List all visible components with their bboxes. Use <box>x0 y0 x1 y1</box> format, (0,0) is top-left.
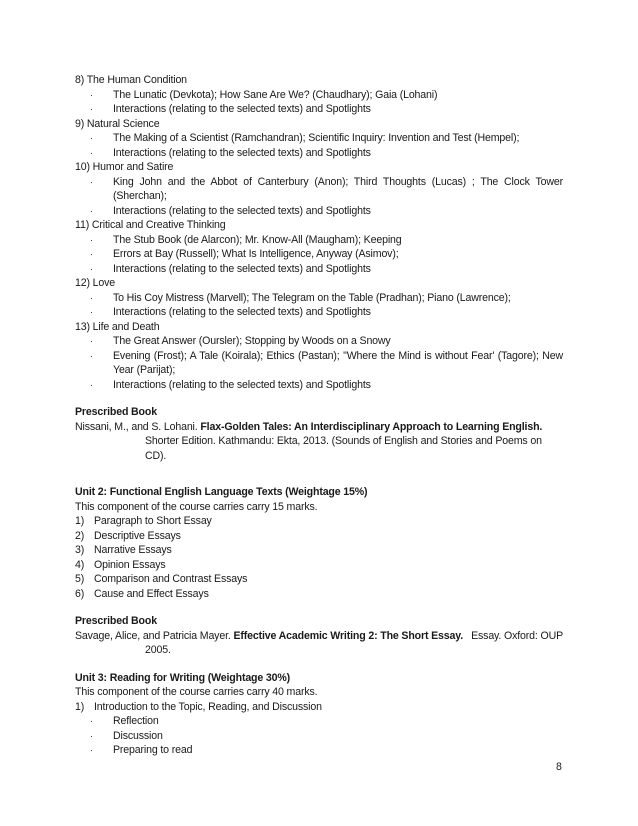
citation-continuation: Shorter Edition. Kathmandu: Ekta, 2013. (Sounds of English and Stories and Poems on CD). <box>145 435 542 462</box>
bullet-dot: · <box>90 350 93 361</box>
bullet-item <box>75 131 563 146</box>
numbered-item <box>75 514 563 529</box>
bullet-item <box>75 233 563 248</box>
bullet-item <box>75 714 563 729</box>
topic-heading: 11) Critical and Creative Thinking <box>75 219 226 231</box>
bullet-item <box>75 204 563 219</box>
bullet-text: Interactions (relating to the selected texts) and Spotlights <box>113 103 371 115</box>
bullet-dot: · <box>90 89 93 100</box>
topic-heading: 13) Life and Death <box>75 320 160 333</box>
bullet-item <box>75 378 563 393</box>
bullet-text: The Lunatic (Devkota); How Sane Are We? (Chaudhary); Gaia (Lohani) <box>113 88 438 101</box>
item-number: 4) <box>75 558 85 571</box>
unit3-intro: This component of the course carries carry 40 marks. <box>75 686 318 698</box>
citation-publisher: Essay. Oxford: OUP <box>471 629 563 642</box>
bullet-text: The Making of a Scientist (Ramchandran); Scientific Inquiry: Invention and Test (Hempel); <box>113 132 520 144</box>
bullet-dot: · <box>90 263 93 274</box>
bullet-dot: · <box>90 104 93 114</box>
unit3-item <box>75 700 563 715</box>
item-number: 5) <box>75 573 85 585</box>
bullet-text: Errors at Bay (Russell); What Is Intelligence, Anyway (Asimov); <box>113 248 399 260</box>
item-number: 2) <box>75 529 85 542</box>
item-number: 1) <box>75 515 85 527</box>
prescribed-book-citation-1 <box>75 420 563 435</box>
bullet-text: Interactions (relating to the selected texts) and Spotlights <box>113 204 371 217</box>
item-text: Narrative Essays <box>94 544 172 556</box>
bullet-text: Interactions (relating to the selected texts) and Spotlights <box>113 378 371 391</box>
bullet-dot: · <box>90 307 93 317</box>
bullet-item <box>75 349 563 378</box>
bullet-dot: · <box>90 176 93 187</box>
item-text: Paragraph to Short Essay <box>94 515 212 527</box>
bullet-text: To His Coy Mistress (Marvell); The Telegram on the Table (Pradhan); Piano (Lawrence); <box>113 291 511 304</box>
citation-title: Flax-Golden Tales: An Interdisciplinary Approach to Learning English. <box>200 420 543 433</box>
bullet-text: Evening (Frost); A Tale (Koirala); Ethics (Pastan); "Where the Mind is without Fear' (Tagore); New Year (Parijat); <box>113 349 563 376</box>
unit3-heading: Unit 3: Reading for Writing (Weightage 30%) <box>75 671 291 684</box>
topic-heading: 10) Humor and Satire <box>75 161 174 173</box>
prescribed-book-citation-2 <box>75 629 563 644</box>
citation-authors: Savage, Alice, and Patricia Mayer. <box>75 629 234 642</box>
bullet-item <box>75 334 563 349</box>
topic-heading: 8) The Human Condition <box>75 74 187 86</box>
bullet-dot: · <box>90 147 93 158</box>
bullet-dot: · <box>90 133 93 143</box>
citation-year: 2005. <box>145 644 171 656</box>
citation-authors: Nissani, M., and S. Lohani. <box>75 420 201 433</box>
bullet-dot: · <box>90 292 93 303</box>
numbered-item <box>75 558 563 573</box>
bullet-text: Interactions (relating to the selected texts) and Spotlights <box>113 262 371 275</box>
numbered-item <box>75 543 563 558</box>
prescribed-book-heading-2: Prescribed Book <box>75 615 157 627</box>
bullet-dot: · <box>90 234 93 245</box>
topic-heading: 9) Natural Science <box>75 117 160 130</box>
bullet-dot: · <box>90 379 93 390</box>
item-text: Introduction to the Topic, Reading, and Discussion <box>94 700 322 713</box>
bullet-text: The Stub Book (de Alarcon); Mr. Know-All (Maugham); Keeping <box>113 233 402 246</box>
bullet-item <box>75 291 563 306</box>
bullet-dot: · <box>90 745 93 755</box>
bullet-item <box>75 305 563 320</box>
bullet-item <box>75 743 563 758</box>
unit1-topic-list <box>75 73 563 392</box>
item-text: Comparison and Contrast Essays <box>94 573 248 585</box>
bullet-item <box>75 247 563 262</box>
item-number: 6) <box>75 587 85 600</box>
bullet-item <box>75 175 563 204</box>
item-text: Cause and Effect Essays <box>94 587 209 600</box>
bullet-item <box>75 88 563 103</box>
unit3-bullet-list <box>75 714 563 758</box>
bullet-item <box>75 146 563 161</box>
unit2-essay-list <box>75 514 563 601</box>
numbered-item <box>75 529 563 544</box>
item-text: Descriptive Essays <box>94 529 181 542</box>
bullet-item <box>75 729 563 744</box>
item-text: Opinion Essays <box>94 558 166 571</box>
unit2-heading: Unit 2: Functional English Language Texts (Weightage 15%) <box>75 486 368 498</box>
bullet-text: The Great Answer (Oursler); Stopping by Woods on a Snowy <box>113 335 391 347</box>
bullet-text: Interactions (relating to the selected texts) and Spotlights <box>113 306 371 318</box>
prescribed-book-heading-1: Prescribed Book <box>75 406 157 418</box>
bullet-text: King John and the Abbot of Canterbury (Anon); Third Thoughts (Lucas) ; The Clock Tower (Sherchan); <box>113 175 563 202</box>
bullet-item <box>75 102 563 117</box>
bullet-text: Preparing to read <box>113 744 193 756</box>
bullet-dot: · <box>90 730 93 741</box>
bullet-text: Discussion <box>113 729 163 742</box>
bullet-dot: · <box>90 336 93 346</box>
item-number: 3) <box>75 544 85 556</box>
bullet-dot: · <box>90 205 93 216</box>
unit2-intro: This component of the course carries carry 15 marks. <box>75 500 318 513</box>
topic-heading: 12) Love <box>75 277 116 289</box>
numbered-item <box>75 587 563 602</box>
numbered-item <box>75 572 563 587</box>
bullet-text: Reflection <box>113 715 159 727</box>
item-number: 1) <box>75 700 85 713</box>
bullet-item <box>75 262 563 277</box>
page-content <box>75 73 563 758</box>
page-number: 8 <box>556 761 562 773</box>
bullet-text: Interactions (relating to the selected texts) and Spotlights <box>113 146 371 159</box>
citation-title: Effective Academic Writing 2: The Short Essay. <box>233 629 464 642</box>
bullet-dot: · <box>90 716 93 726</box>
bullet-dot: · <box>90 249 93 259</box>
